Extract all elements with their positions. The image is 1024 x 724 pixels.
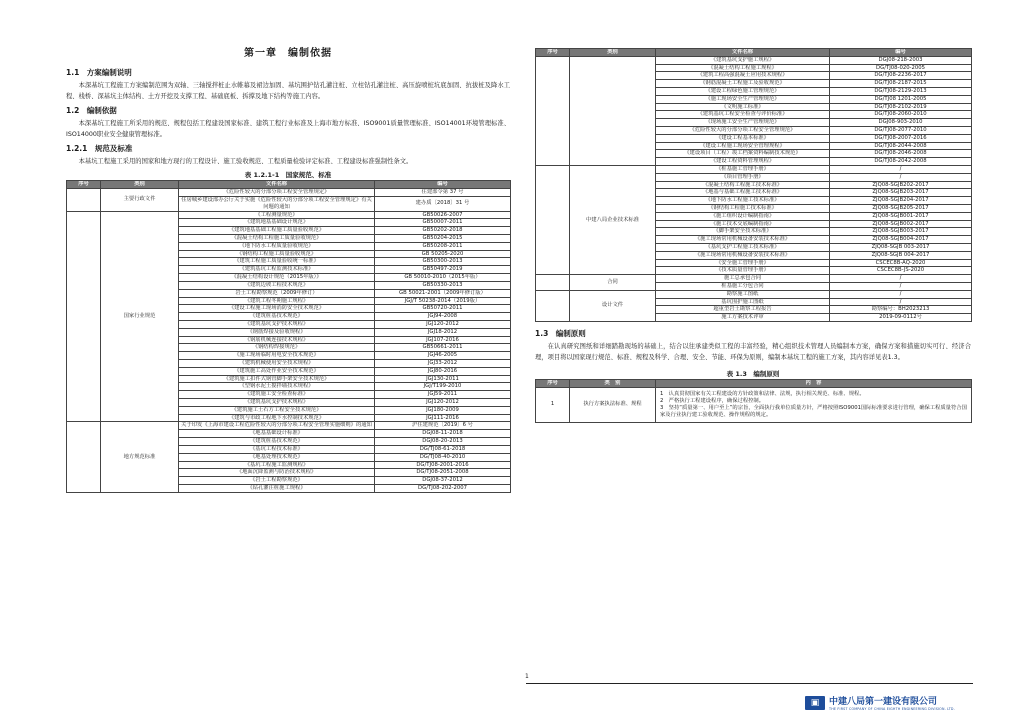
document-code: GB50330-2013 (375, 281, 511, 289)
document-code: ZJQ08-SGJB204-2017 (830, 197, 972, 205)
document-name: 《施工现场常用机械设备安装技术标准》 (656, 251, 830, 259)
document-code: DG/TJ08-2187-2015 (830, 80, 972, 88)
document-name: 《建设工程基本标准》 (656, 134, 830, 142)
col-header-category: 类别 (101, 181, 179, 189)
document-code: DG/TJ08-2044-2008 (830, 142, 972, 150)
document-name: 《建筑基坑工程监测技术标准》 (179, 266, 375, 274)
table-row (67, 422, 511, 430)
col-header-no: 序号 (67, 181, 101, 189)
document-name: 《钢筋混凝土工程施工及验收规范》 (656, 80, 830, 88)
document-name: 《建设工程资料管理规程》 (656, 158, 830, 166)
document-code: JGJ/T199-2010 (375, 383, 511, 391)
document-name: 《建筑施工高处作业安全技术规范》 (179, 367, 375, 375)
row-number: 1 (536, 387, 570, 422)
document-name: 《建筑边坡工程技术规范》 (179, 281, 375, 289)
company-logo (805, 694, 955, 711)
table-row (536, 165, 972, 173)
document-name: 基坑围护施工图纸 (656, 298, 830, 306)
table-3-caption: 表 1.3 编制原则 (726, 369, 780, 378)
document-name: 《项目管理手册》 (656, 173, 830, 181)
row-category: 合同 (570, 275, 656, 291)
document-code: GB50204-2015 (375, 234, 511, 242)
document-name: 《建筑基坑工程安全检查与评价标准》 (656, 111, 830, 119)
document-code: JGJ120-2012 (375, 320, 511, 328)
document-name: 关于印发《上海市建设工程危险性较大的分部分项工程安全管理实施细则》的通知 (179, 422, 375, 430)
row-category: 中建八局企业技术标准 (570, 165, 656, 274)
document-name: 《危险性较大的分部分项工程安全管理规定》 (179, 188, 375, 196)
section-1-2-text: 本深基坑工程施工所采用的规范、规程包括工程建设国家标准、建筑工程行业标准及上海市地方标准、ISO9001质量管理标准、ISO14001环境管理标准、ISO14000职业安全健康管理标准。 (66, 120, 510, 138)
document-code: DG/TJ08-2102-2019 (830, 103, 972, 111)
document-code: / (830, 275, 972, 283)
document-code: GB50720-2011 (375, 305, 511, 313)
document-name: 勘察施工图纸 (656, 290, 830, 298)
document-code: DGJ08-20-2013 (375, 438, 511, 446)
document-name: 《建设工程施工现场消防安全技术规范》 (179, 305, 375, 313)
document-code: JGJ111-2016 (375, 414, 511, 422)
document-code: DG/TJ08-2060-2010 (830, 111, 972, 119)
document-code: 勘察编号：BH2023213 (830, 306, 972, 314)
document-name: 《技术质量管理手册》 (656, 267, 830, 275)
document-name: 《建筑基坑支护技术规程》 (179, 320, 375, 328)
document-name: 《施工现场临时用电安全技术规范》 (179, 352, 375, 360)
row-category: 主要行政文件 (101, 188, 179, 211)
document-name: 《建筑基坑支护施工规程》 (656, 56, 830, 64)
document-name: 《型钢水泥土搅拌墙技术规程》 (179, 383, 375, 391)
row-category: 国家行业规范 (101, 211, 179, 422)
document-code: DG/TJ08 1201-2005 (830, 95, 972, 103)
table-row (536, 387, 972, 422)
document-code: GB50300-2013 (375, 258, 511, 266)
row-number (536, 275, 570, 291)
table-row (536, 56, 972, 64)
document-code: ZJQ08-SGJB202-2017 (830, 181, 972, 189)
chapter-title: 第一章 编制依据 (244, 48, 332, 59)
company-name-en: THE FIRST COMPANY OF CHINA EIGHTH ENGINEERING DIVISION. LTD. (829, 707, 955, 711)
col-header-no: 序号 (536, 49, 570, 57)
document-name: 《钢筋焊接及验收规程》 (179, 328, 375, 336)
col-header-no: 序号 (536, 379, 570, 387)
document-code: GB50202-2018 (375, 227, 511, 235)
document-code: DG/TJ08-2236-2017 (830, 72, 972, 80)
table-row (536, 290, 972, 298)
document-code: JGJ107-2016 (375, 336, 511, 344)
document-code: JGJ46-2005 (375, 352, 511, 360)
document-name: 住房城乡建设部办公厅关于实施《危险性较大的分部分项工程安全管理规定》有关问题的通知 (179, 196, 375, 211)
document-code: GB50026-2007 (375, 211, 511, 219)
document-code: 沪住建规范〔2019〕6 号 (375, 422, 511, 430)
footer-rule (526, 683, 973, 684)
document-name: 《地基基础设计标准》 (179, 430, 375, 438)
cscec-logo-icon: ▣ (805, 696, 825, 710)
document-code: ZJQ08-SGJB205-2017 (830, 204, 972, 212)
document-name: 《建筑桩基技术规范》 (179, 313, 375, 321)
document-name: 《工程测量规范》 (179, 211, 375, 219)
col-header-document: 文件名称 (179, 181, 375, 189)
document-code: JGJ80-2016 (375, 367, 511, 375)
document-code: JGJ120-2012 (375, 398, 511, 406)
document-code: 2019-09-0112号 (830, 314, 972, 322)
section-1-2-1-title: 1.2.1 规范及标准 (66, 144, 133, 153)
document-name: 《钢结构焊接规范》 (179, 344, 375, 352)
document-name: 《基坑支护工程施工技术标准》 (656, 243, 830, 251)
document-code: DG/TJ08-2129-2013 (830, 87, 972, 95)
document-code: 建办质〔2018〕31 号 (375, 196, 511, 211)
row-category (570, 56, 656, 165)
document-name: 《危险性较大的分部分项工程安全管理规范》 (656, 126, 830, 134)
section-1-1-title: 1.1 方案编制说明 (66, 68, 132, 77)
document-name: 施工总承包合同 (656, 275, 830, 283)
document-code: GB50208-2011 (375, 242, 511, 250)
document-code: GB 50010-2010（2015年版） (375, 273, 511, 281)
document-code: ZJQ08-SGJB001-2017 (830, 212, 972, 220)
document-name: 《基坑工程技术标准》 (179, 445, 375, 453)
document-code: GB50661-2011 (375, 344, 511, 352)
document-code: GB 50021-2001（2009年修订版） (375, 289, 511, 297)
document-name: 《施工组织设计编制指南》 (656, 212, 830, 220)
document-name: 《建筑基坑支护技术规程》 (179, 398, 375, 406)
document-name: 《建筑机械使用安全技术规程》 (179, 359, 375, 367)
document-name: 《岩土工程勘察规范》 (179, 477, 375, 485)
section-1-3-text: 在认真研究图纸和详细踏勘现场的基础上，结合以往承建类似工程的丰富经验，精心组织技术管理人员编制本方案，确保方案和措施切实可行、经济合理，项目将以国家现行规范、标准、规程及科学、合理、安全、节能、环保为原则，编制本基坑工程的施工方案，其内容详见表1.3。 (535, 342, 971, 361)
document-name: 《地面沉降监测与防治技术规程》 (179, 469, 375, 477)
document-code: ZJQ08-SGJB002-2017 (830, 220, 972, 228)
document-name: 《建筑工程施工质量验收统一标准》 (179, 258, 375, 266)
document-code: JGJ94-2008 (375, 313, 511, 321)
document-code: / (830, 298, 972, 306)
document-name: 《建筑施工扣件式钢管脚手架安全技术规范》 (179, 375, 375, 383)
document-name: 施工方案技术评审 (656, 314, 830, 322)
document-name: 《地下防水工程质量验收规范》 (179, 242, 375, 250)
document-name: 《建筑与市政工程地下水控制技术规范》 (179, 414, 375, 422)
document-code: JGJ33-2012 (375, 359, 511, 367)
document-name: 《混凝土结构工程施工技术标准》 (656, 181, 830, 189)
document-name: 《安全施工管理手册》 (656, 259, 830, 267)
col-header-content: 内 容 (656, 379, 972, 387)
document-name: 《钢结构工程施工技术标准》 (656, 204, 830, 212)
document-code: DG/TJ08-2007-2016 (830, 134, 972, 142)
document-code: DGJ08-11-2018 (375, 430, 511, 438)
document-code: JGJ/T 50238-2014（2019版） (375, 297, 511, 305)
document-name: 《脚手架安全技术标准》 (656, 228, 830, 236)
document-name: 《混凝土结构工程施工质量验收规范》 (179, 234, 375, 242)
document-code: DGJ08-218-2003 (830, 56, 972, 64)
table-row (536, 275, 972, 283)
document-code: JGJ59-2011 (375, 391, 511, 399)
document-code: GB 50205-2020 (375, 250, 511, 258)
document-code: ZJQ08-SGJB 003-2017 (830, 243, 972, 251)
document-name: 超重型岩土勘察工程报告 (656, 306, 830, 314)
document-name: 《施工现场常用机械设备安装技术标准》 (656, 236, 830, 244)
principle-item: 3 坚持“质量第一、用户至上”的宗旨，全面执行我单位质量方针，严格按照ISO9001国际标准要求进行管理，确保工程质量符合国家及行业执行建工验收规范、操作规程的规定。 (660, 404, 967, 418)
document-code: DGJ08-903-2010 (830, 119, 972, 127)
document-code: JGJ18-2012 (375, 328, 511, 336)
standards-table-1 (66, 180, 511, 493)
document-code: JGJ180-2009 (375, 406, 511, 414)
left-column (66, 44, 510, 493)
document-name: 《建筑施工土石方工程安全技术规范》 (179, 406, 375, 414)
document-name: 岩土工程勘察规范（2009年修订） (179, 289, 375, 297)
logo-text (829, 694, 955, 711)
col-header-category: 类 别 (570, 379, 656, 387)
document-code: CSCEC8B-AQ-2020 (830, 259, 972, 267)
table-row (67, 211, 511, 219)
page-number: 1 (525, 673, 529, 680)
document-code: DG/TJ08-2046-2008 (830, 150, 972, 158)
document-name: 《钢结构工程施工质量验收规范》 (179, 250, 375, 258)
row-category: 设计文件 (570, 290, 656, 321)
document-name: 《钻孔灌注桩施工规程》 (179, 484, 375, 492)
document-name: 《建设工程绿色施工管理规范》 (656, 87, 830, 95)
document-code: ZJQ08-SGJB003-2017 (830, 228, 972, 236)
section-1-2-title: 1.2 编制依据 (66, 106, 117, 115)
row-number (536, 290, 570, 321)
row-number (67, 188, 101, 211)
section-1-3-title: 1.3 编制原则 (535, 328, 586, 338)
col-header-category: 类别 (570, 49, 656, 57)
document-code: DG/TJ08-020-2005 (830, 64, 972, 72)
document-name: 《建筑工程冬期施工规程》 (179, 297, 375, 305)
document-code: DG/TJ08-2077-2010 (830, 126, 972, 134)
document-name: 《建筑地基基础设计规范》 (179, 219, 375, 227)
row-category: 地方规范标准 (101, 422, 179, 492)
col-header-code: 编号 (375, 181, 511, 189)
row-number (67, 422, 101, 492)
document-name: 《施工现场安全生产管理规范》 (656, 95, 830, 103)
document-code: DG/TJ08-61-2018 (375, 445, 511, 453)
document-code: DG/TJ08-202-2007 (375, 484, 511, 492)
document-code: ZJQ08-SGJB004-2017 (830, 236, 972, 244)
document-name: 《钢筋机械连接技术规程》 (179, 336, 375, 344)
row-category: 执行方案执法标准、规程 (570, 387, 656, 422)
document-code: DGJ08-37-2012 (375, 477, 511, 485)
document-code: GB50497-2019 (375, 266, 511, 274)
document-code: / (830, 290, 972, 298)
document-code: DG/TJ08-2042-2008 (830, 158, 972, 166)
col-header-document: 文件名称 (656, 49, 830, 57)
document-code: JGJ130-2011 (375, 375, 511, 383)
row-number (536, 56, 570, 165)
section-1-2-1-text: 本基坑工程施工采用的国家和地方现行的工程设计、施工验收规范、工程质量检验评定标准、工程建设标准强制性条文。 (78, 158, 413, 165)
document-name: 《基坑工程施工监测规程》 (179, 461, 375, 469)
document-name: 《施工技术交底编制指南》 (656, 220, 830, 228)
document-code: ZJQ08-SGJB 004-2017 (830, 251, 972, 259)
row-number (67, 211, 101, 422)
document-code: ZJQ08-SGJB203-2017 (830, 189, 972, 197)
document-code: DG/TJ08-40-2010 (375, 453, 511, 461)
document-code: / (830, 165, 972, 173)
standards-table-2 (535, 48, 972, 322)
document-name: 《现场施工安全生产管理规范》 (656, 119, 830, 127)
document-code: DG/TJ08-2051-2008 (375, 469, 511, 477)
document-name: 《桩基施工管理手册》 (656, 165, 830, 173)
company-name-cn: 中建八局第一建设有限公司 (829, 697, 938, 707)
principle-item: 2 严格执行工程建设程序，确保过程控制。 (660, 397, 765, 404)
row-number (536, 165, 570, 274)
document-name: 《建筑桩基技术规范》 (179, 438, 375, 446)
document-code: CSCEC8B-JS-2020 (830, 267, 972, 275)
document-code: / (830, 173, 972, 181)
document-name: 《地基与基础工程施工技术标准》 (656, 189, 830, 197)
document-name: 《混凝土结构工程施工规程》 (656, 64, 830, 72)
document-code: DG/TJ08-2001-2016 (375, 461, 511, 469)
document-code: 住建部令第 37 号 (375, 188, 511, 196)
section-1-1-text: 本深基坑工程施工方案编制范围为双轴、三轴搅拌桩止水帷幕及裙边加固、基坑围护钻孔灌注桩、立柱钻孔灌注桩、高压旋喷桩坑底加固、抗拔桩及降水工程、栈桥、深基坑主体结构、土方开挖及支撑工程、基础底板、拆撑及地下结构等施工内容。 (66, 82, 510, 100)
table-1-caption: 表 1.2.1-1 国家规范、标准 (244, 171, 332, 179)
table-row (67, 188, 511, 196)
document-name: 桩基施工分包合同 (656, 282, 830, 290)
col-header-code: 编号 (830, 49, 972, 57)
document-name: 《地基处理技术规范》 (179, 453, 375, 461)
right-column (535, 48, 971, 423)
row-content (656, 387, 972, 422)
principles-table (535, 379, 972, 423)
document-code: / (830, 282, 972, 290)
document-code: GB50007-2011 (375, 219, 511, 227)
document-name: 《建筑工程高强混凝土应用技术规程》 (656, 72, 830, 80)
document-name: 《文明施工标准》 (656, 103, 830, 111)
document-name: 《混凝土结构设计规范（2015年版）》 (179, 273, 375, 281)
principle-item: 1 认真贯彻国家有关工程建设的方针政策和法律、法规，执行相关规范、标准、规程。 (660, 390, 865, 397)
document-name: 《建筑地基基础工程施工质量验收规范》 (179, 227, 375, 235)
document-name: 《建设工程施工现场安全管理规程》 (656, 142, 830, 150)
document-name: 《建筑施工安全检查标准》 (179, 391, 375, 399)
document-name: 《建设项目（工程）竣工档案资料编制技术规范》 (656, 150, 830, 158)
document-name: 《地下防水工程施工技术标准》 (656, 197, 830, 205)
